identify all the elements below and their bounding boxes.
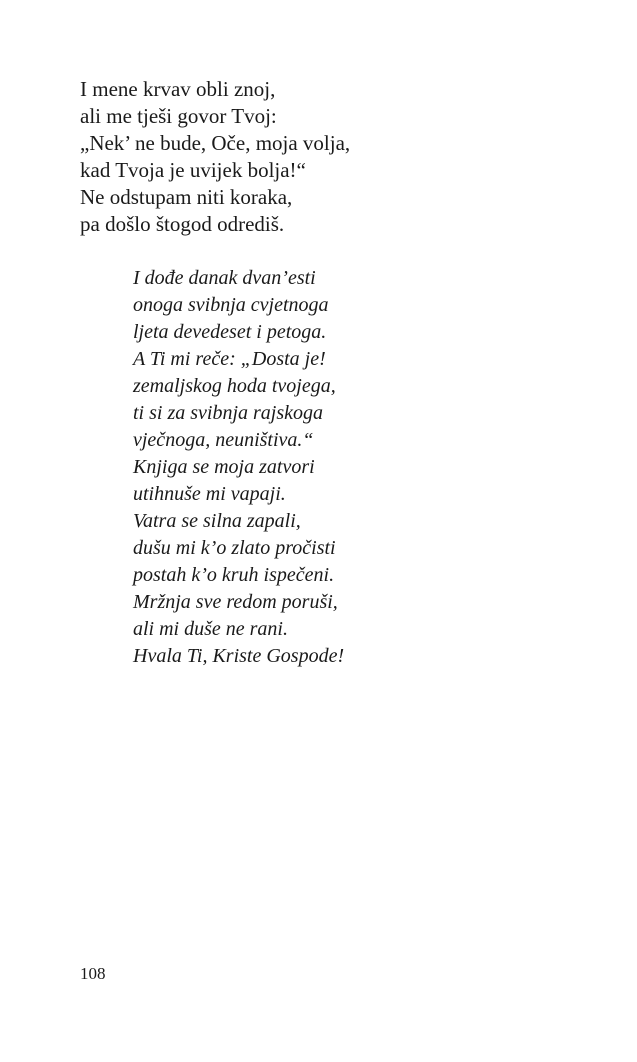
poem-stanza-1 [80,76,350,238]
poem-line: Ne odstupam niti koraka, [80,185,293,209]
poem-line: „Nek’ ne bude, Oče, moja volja, [80,131,351,155]
poem-line: Vatra se silna zapali, [133,510,301,532]
poem-line: ljeta devedeset i petoga. [133,321,327,343]
poem-line: utihnuše mi vapaji. [133,483,286,505]
page-number: 108 [80,964,106,983]
poem-line: kad Tvoja je uvijek bolja!“ [80,158,306,182]
poem-stanza-2 [133,265,344,670]
poem-line: pa došlo štogod odrediš. [80,212,285,236]
poem-line: zemaljskog hoda tvojega, [133,375,336,397]
poem-line: vječnoga, neuništiva.“ [133,429,314,451]
poem-line: I dođe danak dvan’esti [133,267,316,289]
poem-line: ali me tješi govor Tvoj: [80,104,277,128]
poem-line: dušu mi k’o zlato pročisti [133,537,336,559]
poem-line: Hvala Ti, Kriste Gospode! [133,645,345,667]
poem-line: I mene krvav obli znoj, [80,77,276,101]
poem-line: A Ti mi reče: „Dosta je! [133,348,326,370]
poem-line: postah k’o kruh ispečeni. [133,564,335,586]
poem-line: onoga svibnja cvjetnoga [133,294,329,316]
poem-line: ti si za svibnja rajskoga [133,402,324,424]
poem-line: ali mi duše ne rani. [133,618,288,640]
poem-line: Knjiga se moja zatvori [133,456,315,478]
poem-line: Mržnja sve redom poruši, [133,591,338,613]
